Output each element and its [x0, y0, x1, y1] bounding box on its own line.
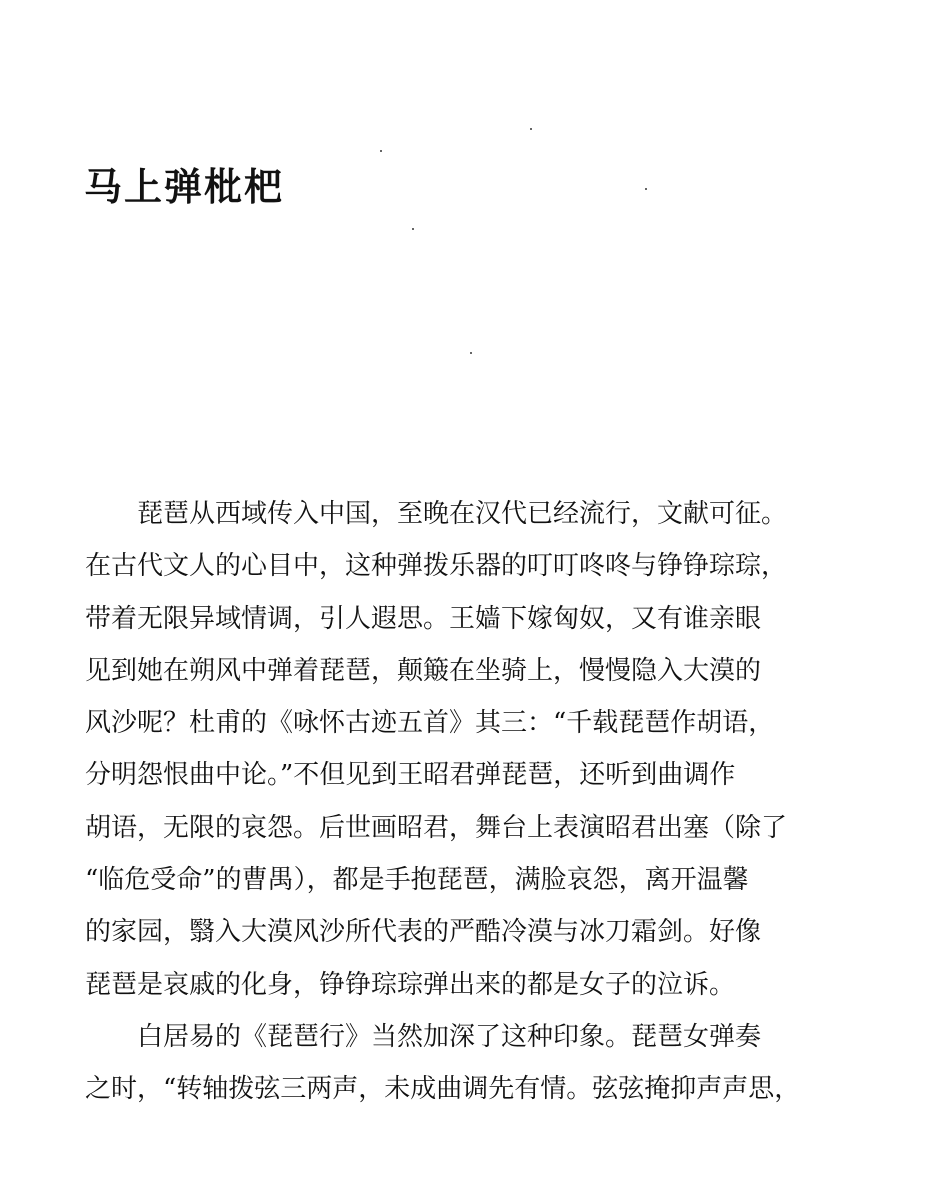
text-line: 琵琶是哀戚的化身，铮铮琮琮弹出来的都是女子的泣诉。 [85, 969, 736, 1000]
scan-speck [470, 352, 472, 354]
text-line: 白居易的《琵琶行》当然加深了这种印象。琵琶女弹奏 [85, 1021, 762, 1052]
chapter-title: 马上弹枇杷 [84, 165, 285, 209]
scan-speck [412, 228, 414, 230]
text-line: 见到她在朔风中弹着琵琶，颠簸在坐骑上，慢慢隐入大漠的 [85, 655, 762, 686]
text-line: 胡语，无限的哀怨。后世画昭君，舞台上表演昭君出塞（除了 [85, 812, 788, 843]
scan-speck [380, 150, 382, 152]
text-line: 风沙呢？杜甫的《咏怀古迹五首》其三：“千载琵琶作胡语， [85, 708, 775, 739]
body-text [85, 488, 845, 1116]
scan-speck [530, 128, 532, 130]
text-line: “临危受命”的曹禺），都是手抱琵琶，满脸哀怨，离开温馨 [85, 865, 749, 896]
text-line: 之时，“转轴拨弦三两声，未成曲调先有情。弦弦掩抑声声思， [85, 1074, 801, 1105]
text-line: 的家园，翳入大漠风沙所代表的严酷冷漠与冰刀霜剑。好像 [85, 917, 762, 948]
text-line: 在古代文人的心目中，这种弹拨乐器的叮叮咚咚与铮铮琮琮， [85, 551, 788, 582]
text-line: 带着无限异域情调，引人遐思。王嫱下嫁匈奴，又有谁亲眼 [85, 603, 762, 634]
scan-speck [645, 188, 647, 190]
text-line: 琵琶从西域传入中国，至晚在汉代已经流行，文献可征。 [85, 499, 788, 529]
text-line: 分明怨恨曲中论。”不但见到王昭君弹琵琶，还听到曲调作 [85, 760, 736, 791]
